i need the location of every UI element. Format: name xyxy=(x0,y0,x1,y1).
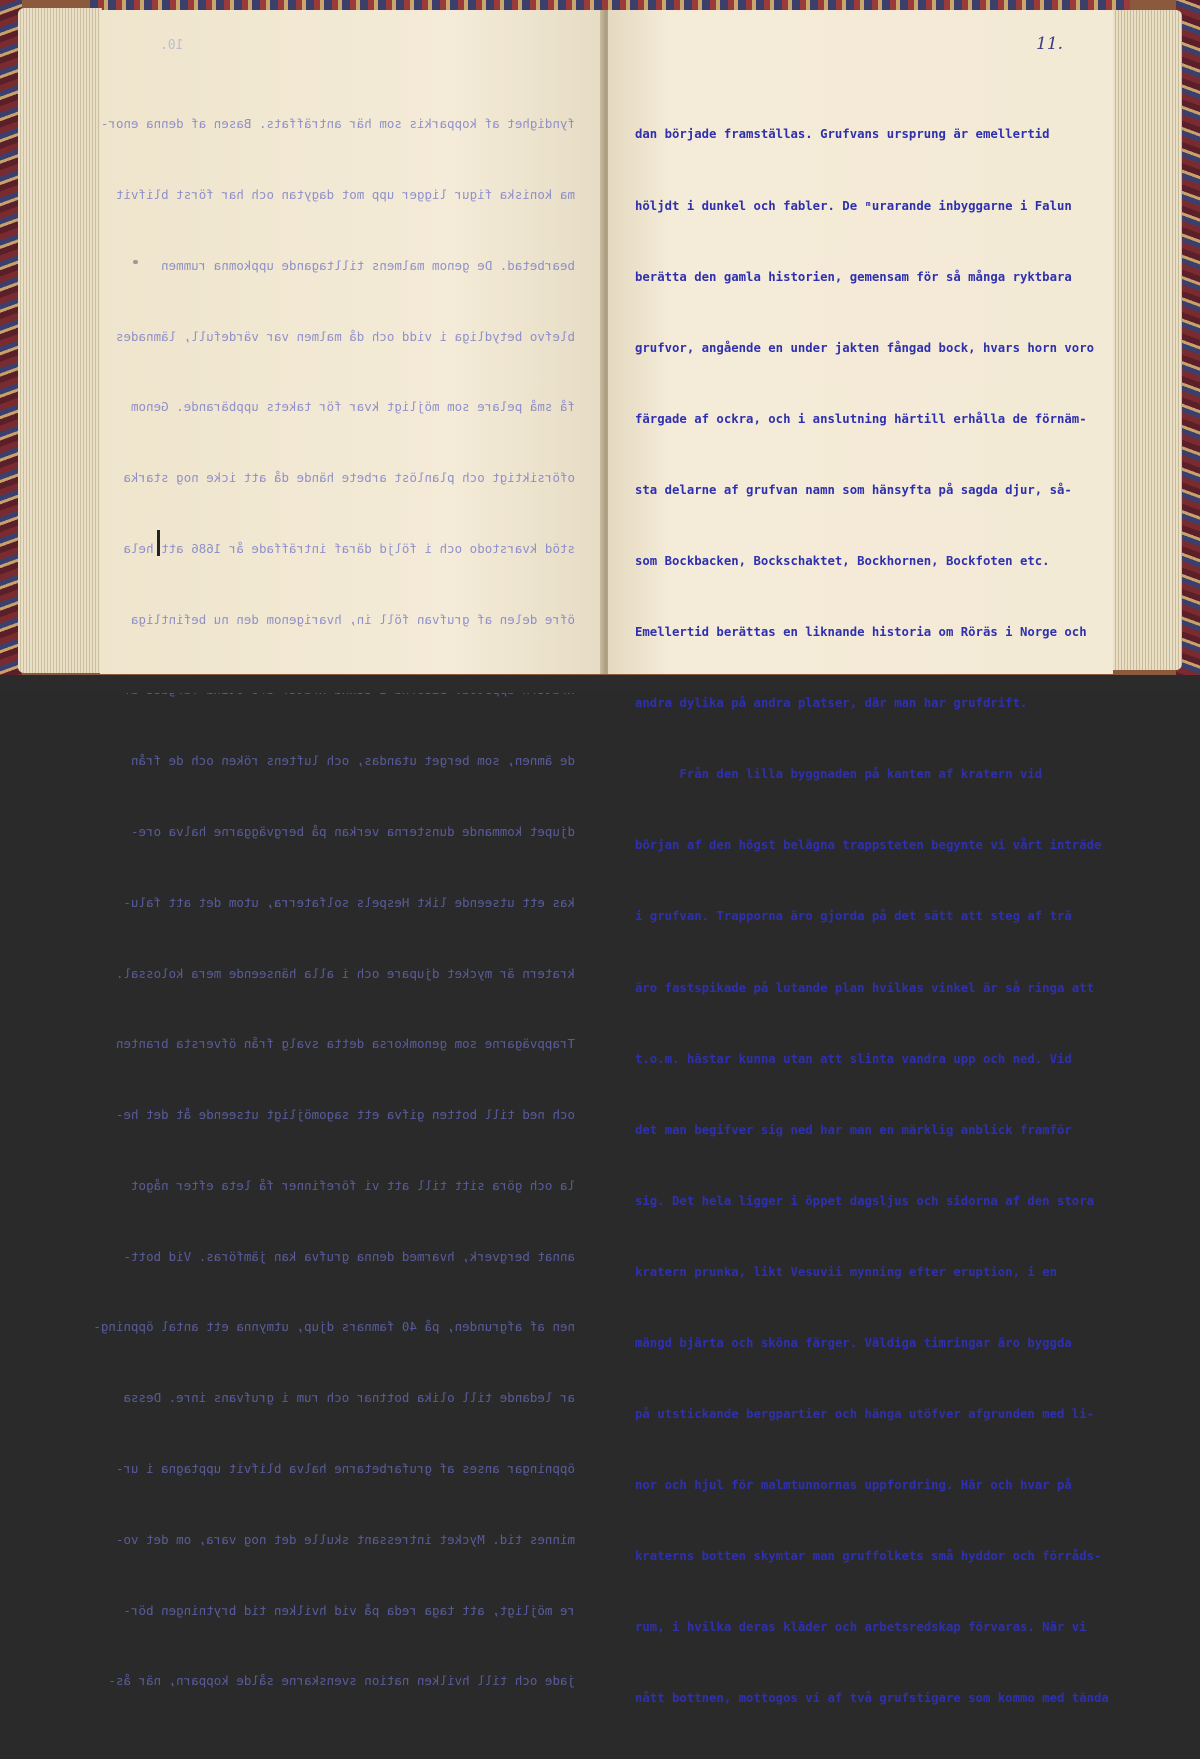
text-line: rum, i hvilka deras kläder och arbetsredskap förvaras. När vi xyxy=(635,1620,1087,1635)
text-line: på utstickande bergpartier och hänga utöfver afgrunden med li- xyxy=(635,1407,1095,1422)
bleed-line: Trappvägarne som genomkorsa detta svalg från öfversta branten xyxy=(115,1036,575,1052)
bleed-line: få små pelare som möjligt kvar för takets uppbärande. Genom xyxy=(130,399,575,415)
text-line: andra dylika på andra platser, där man har grufdrift. xyxy=(635,696,1028,711)
background-bottom xyxy=(0,675,1200,693)
bleed-line: re möjligt, att taga reda på vid hvilken tid brytningen bör- xyxy=(123,1602,575,1618)
right-page-number: 11. xyxy=(1036,34,1064,54)
bleed-line: jade och till hvilken nation svenskarne sålde kopparn, när ås- xyxy=(108,1673,575,1689)
bleed-line: la och göra sitt till att vi förefinner få leta efter något xyxy=(130,1177,575,1193)
text-line: sta delarne af grufvan namn som hänsyfta på sagda djur, så- xyxy=(635,482,1072,497)
page-edges-right xyxy=(1110,10,1182,670)
text-line: det man begifver sig ned har man en märklig anblick framför xyxy=(635,1122,1072,1137)
left-page-number: 10. xyxy=(160,38,184,53)
text-line: äro fastspikade på lutande plan hvilkas vinkel är så ringa att xyxy=(635,980,1095,995)
text-line: som Bockbacken, Bockschaktet, Bockhornen, Bockfoten etc. xyxy=(635,553,1050,568)
bleed-line: och ned till botten gifva ett sagomöjligt utseende åt det he- xyxy=(115,1107,575,1123)
bleed-line: stöd kvarstodo och i följd däraf inträffade år 1686 att hela xyxy=(123,540,575,556)
bleed-line: minnes tid. Mycket intressant skulle det nog vara, om det vo- xyxy=(115,1531,575,1547)
text-line: i grufvan. Trapporna äro gjorda på det sätt att steg af trä xyxy=(635,909,1072,924)
text-line: mängd bjärta och sköna färger. Väldiga timringar äro byggda xyxy=(635,1336,1072,1350)
text-line: t.o.m. hästar kunna utan att slinta vandra upp och ned. Vid xyxy=(635,1051,1072,1066)
bleed-line: kratern är mycket djupare och i alla hänseende mera kolossal. xyxy=(115,965,575,981)
bleed-line: ar ledande till olika bottnar och rum i grufvans inre. Dessa xyxy=(123,1390,575,1406)
text-line: höljdt i dunkel och fabler. De ᵐurarande inbyggarne i Falun xyxy=(635,198,1072,213)
bleed-line: blefvo betydliga i vidd och då malmen var värdefull, lämnades xyxy=(115,328,575,344)
bleed-line: de ämnen, som berget utandas, och luftens röken och de från xyxy=(130,753,575,769)
text-line: början af den högst belägna trappsteten begynte vi vårt inträde xyxy=(635,838,1102,853)
bleed-line: djupet kommande dunsterna verkan på bergväggarne halva ore- xyxy=(130,824,575,839)
bleed-line: annat bergverk, hvarmed denna grufva kan jämföras. Vid bott- xyxy=(123,1248,575,1264)
bleed-line: fyndighet af kopparkis som här anträffats. Basen af denna enor- xyxy=(100,116,575,132)
bleed-line: nen af afgrunden, på 40 famnars djup, utmynna ett antal öppning- xyxy=(93,1319,575,1335)
text-line: nor och hjul för malmtunnornas uppfordring. Här och hvar på xyxy=(635,1478,1072,1493)
text-line: Emellertid berättas en liknande historia om Röräs i Norge och xyxy=(635,625,1087,640)
text-line: dan började framställas. Grufvans ursprung är emellertid xyxy=(635,127,1050,142)
typewritten-text xyxy=(635,76,1109,1759)
text-line: grufvor, angående en under jakten fångad bock, hvars horn voro xyxy=(635,340,1095,355)
text-line: berätta den gamla historien, gemensam för så många ryktbara xyxy=(635,269,1072,284)
bleed-line: ma koniska figur ligger upp mot dagytan och har först blifvit xyxy=(115,186,575,202)
bleed-line: öppningar anses af grufarbetarne halva blifvit upptagna i ur- xyxy=(115,1461,575,1477)
text-line: kratern prunka, likt Vesuvii mynning efter eruption, i en xyxy=(635,1264,1057,1279)
text-line: sig. Det hela ligger i öppet dagsljus och sidorna af den stora xyxy=(635,1193,1095,1208)
bleed-line: bearbetad. De genom malmens tilltagande uppkomna rummen xyxy=(161,257,575,273)
text-line: kraterns botten skymtar man gruffolkets små hyddor och förråds- xyxy=(635,1549,1102,1564)
left-page xyxy=(93,10,605,1689)
bleed-line: oförsiktigt och planlöst arbete hände då att icke nog starka xyxy=(123,470,575,486)
page-edges-left xyxy=(18,8,102,673)
bleed-through-text xyxy=(93,65,575,1740)
right-page xyxy=(608,10,1113,1706)
marbled-cover-top xyxy=(90,0,1130,10)
text-line: färgade af ockra, och i anslutning härtill erhålla de förnäm- xyxy=(635,411,1087,426)
bleed-line: öfre delen af grufvan föll in, hvarigenom den nu befintliga xyxy=(130,611,575,627)
text-line: Från den lilla byggnaden på kanten af kratern vid xyxy=(635,767,1043,782)
bleed-line: kas ett utseende likt Hespels solfaterra, utom det att falu- xyxy=(123,894,575,910)
text-line: nått bottnen, mottogos vi af två grufstigare som kommo med tända xyxy=(635,1691,1109,1706)
